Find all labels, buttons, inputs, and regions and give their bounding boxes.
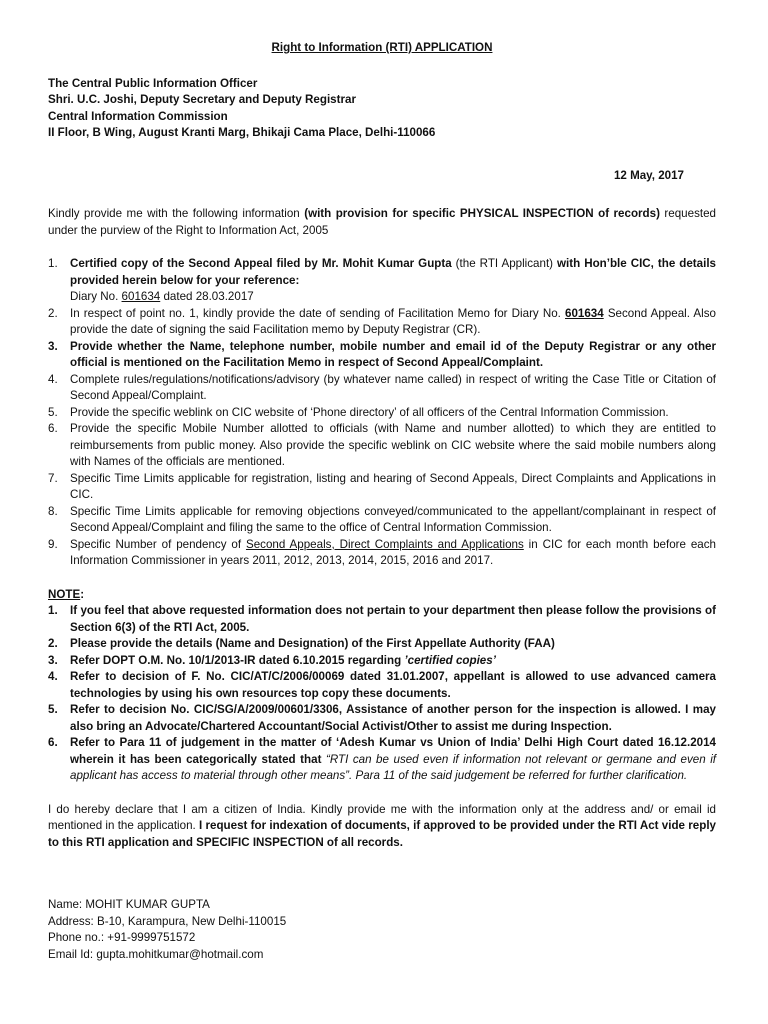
item-number: 7. (48, 471, 58, 485)
declaration-text-bold: I request for indexation of documents, if approved to be provided under the RTI Act vide reply to this RTI application and SPECIFIC INSPECTION of all records. (48, 819, 716, 849)
declaration-text: I do hereby declare that I am a citizen of India. Kindly provide me with the information only at the address and/ or email id mentioned in the application. (48, 802, 716, 832)
note-item (48, 636, 716, 653)
diary-line (48, 289, 716, 306)
request-item (48, 306, 716, 339)
note-item (48, 669, 716, 702)
diary-number: 601634 (565, 306, 604, 320)
item-number: 1. (48, 604, 58, 617)
item-text: Complete rules/regulations/notifications/advisory (by whatever name called) in respect of writing the Case Title or Citation of Second Appeal/Complaint. (70, 372, 716, 402)
item-text: in CIC for each month before each Information Commissioner in years 2011, 2012, 2013, 2014, 2015, 2016 and 2017. (70, 537, 716, 567)
item-text: Provide whether the Name, telephone number, mobile number and email id of the Deputy Registrar or any other official is mentioned on the Facilitation Memo in respect of Second Appeal/Complaint. (70, 339, 716, 369)
applicant-phone: Phone no.: +91-9999751572 (48, 931, 196, 944)
item-number: 9. (48, 537, 58, 551)
intro-text: Kindly provide me with the following information (48, 207, 305, 220)
note-colon: : (80, 587, 85, 601)
item-number: 3. (48, 653, 58, 667)
addressee-line: Central Information Commission (48, 109, 228, 123)
note-item (48, 603, 716, 636)
item-text: Specific Number of pendency of (70, 537, 246, 551)
item-number: 3. (48, 339, 58, 353)
item-text: If you feel that above requested information does not pertain to your department then please follow the provisions of Section 6(3) of the RTI Act, 2005. (70, 604, 716, 634)
rti-application-document (48, 40, 716, 963)
request-item (48, 421, 716, 471)
item-number: 2. (48, 637, 58, 650)
request-item (48, 471, 716, 504)
letter-date: 12 May, 2017 (613, 168, 684, 182)
item-number: 4. (48, 372, 58, 386)
item-text: Please provide the details (Name and Designation) of the First Appellate Authority (FAA) (70, 637, 555, 650)
item-text: Refer to Para 11 of judgement in the matter of (70, 736, 336, 749)
case-title: ‘Adesh Kumar vs Union of India’ (335, 736, 520, 749)
item-number: 5. (48, 405, 58, 419)
request-item (48, 339, 716, 372)
item-text: with Hon’ble CIC, the details provided herein below for your reference: (70, 257, 717, 287)
addressee-block (48, 76, 716, 142)
item-text: Provide the specific Mobile Number allotted to officials (with Name and number allotted) to which they are entitled to reimbursements from public money. Also provide the specific weblink on CIC website where the said mobile numbers along with Names of the officials are mentioned. (70, 422, 716, 468)
item-number: 8. (48, 504, 58, 518)
diary-number: 601634 (121, 290, 161, 303)
diary-prefix: Diary No. (70, 290, 122, 303)
document-title: Right to Information (RTI) APPLICATION (271, 41, 493, 54)
item-text: Provide the specific weblink on CIC website of ‘Phone directory’ of all officers of the Central Information Commission. (70, 405, 669, 419)
request-item (48, 256, 716, 306)
note-item (48, 735, 716, 785)
note-heading-line (48, 587, 716, 604)
item-text: Refer to decision No. CIC/SG/A/2009/00601/3306, Assistance of another person for the inspection is allowed. I may also bring an Advocate/Chartered Accountant/Social Activist/Other to assist me during Inspection. (70, 703, 716, 733)
signature-block (48, 897, 716, 963)
item-text-underlined: Second Appeals, Direct Complaints and Applications (245, 537, 524, 551)
item-number: 6. (48, 736, 58, 749)
judgement-quote: “RTI can be used even if information not relevant or germane and even if applicant has access to material through other means”. Para 11 of the said judgement be referred for further clarification. (70, 752, 716, 782)
applicant-name: Name: MOHIT KUMAR GUPTA (48, 898, 210, 911)
item-number: 6. (48, 422, 58, 435)
request-item (48, 504, 716, 537)
applicant-email: Email Id: gupta.mohitkumar@hotmail.com (48, 947, 264, 961)
item-number: 1. (48, 257, 58, 270)
item-text-italic: ’certified copies’ (404, 653, 496, 667)
declaration-paragraph (48, 802, 716, 852)
diary-suffix: dated 28.03.2017 (160, 290, 254, 303)
addressee-line: II Floor, B Wing, August Kranti Marg, Bhikaji Cama Place, Delhi-110066 (48, 126, 436, 139)
item-number: 2. (48, 306, 58, 320)
note-item (48, 702, 716, 735)
item-text: Delhi High Court dated 16.12.2014 wherein it has been categorically stated that (70, 736, 716, 766)
intro-text: requested under the purview of the Right to Information Act, 2005 (48, 207, 716, 237)
request-list (48, 256, 716, 570)
item-number: 5. (48, 703, 58, 716)
request-item (48, 372, 716, 405)
item-text: Refer to decision of F. No. CIC/AT/C/2006/00069 dated 31.01.2007, appellant is allowed to use advanced camera technologies by using his own resources top copy these documents. (70, 670, 716, 700)
addressee-line: The Central Public Information Officer (48, 76, 258, 90)
item-text: Specific Time Limits applicable for removing objections conveyed/communicated to the appellant/complainant in respect of Second Appeal/Complaint and filing the same to the office of Central Information Commission. (70, 504, 716, 534)
item-text: Second Appeal. Also provide the date of signing the said Facilitation memo by Deputy Registrar (CR). (70, 306, 716, 336)
intro-text-bold: (with provision for specific PHYSICAL INSPECTION of records) (304, 207, 660, 220)
request-item (48, 537, 716, 570)
note-item (48, 653, 716, 670)
applicant-address: Address: B-10, Karampura, New Delhi-110015 (48, 914, 287, 928)
intro-paragraph (48, 206, 716, 239)
item-text: Refer DOPT O.M. No. 10/1/2013-IR dated 6.10.2015 regarding (70, 653, 405, 667)
addressee-line: Shri. U.C. Joshi, Deputy Secretary and Deputy Registrar (48, 93, 356, 106)
item-text: Specific Time Limits applicable for registration, listing and hearing of Second Appeals, Direct Complaints and Applications in CIC. (70, 471, 716, 501)
item-text: Certified copy of the Second Appeal filed by Mr. Mohit Kumar Gupta (70, 257, 452, 270)
note-heading: NOTE (48, 587, 81, 601)
note-list (48, 603, 716, 785)
item-text: (the RTI Applicant) (451, 257, 558, 270)
item-number: 4. (48, 670, 58, 683)
request-item (48, 405, 716, 422)
item-text: In respect of point no. 1, kindly provide the date of sending of Facilitation Memo for Diary No. (70, 306, 566, 320)
